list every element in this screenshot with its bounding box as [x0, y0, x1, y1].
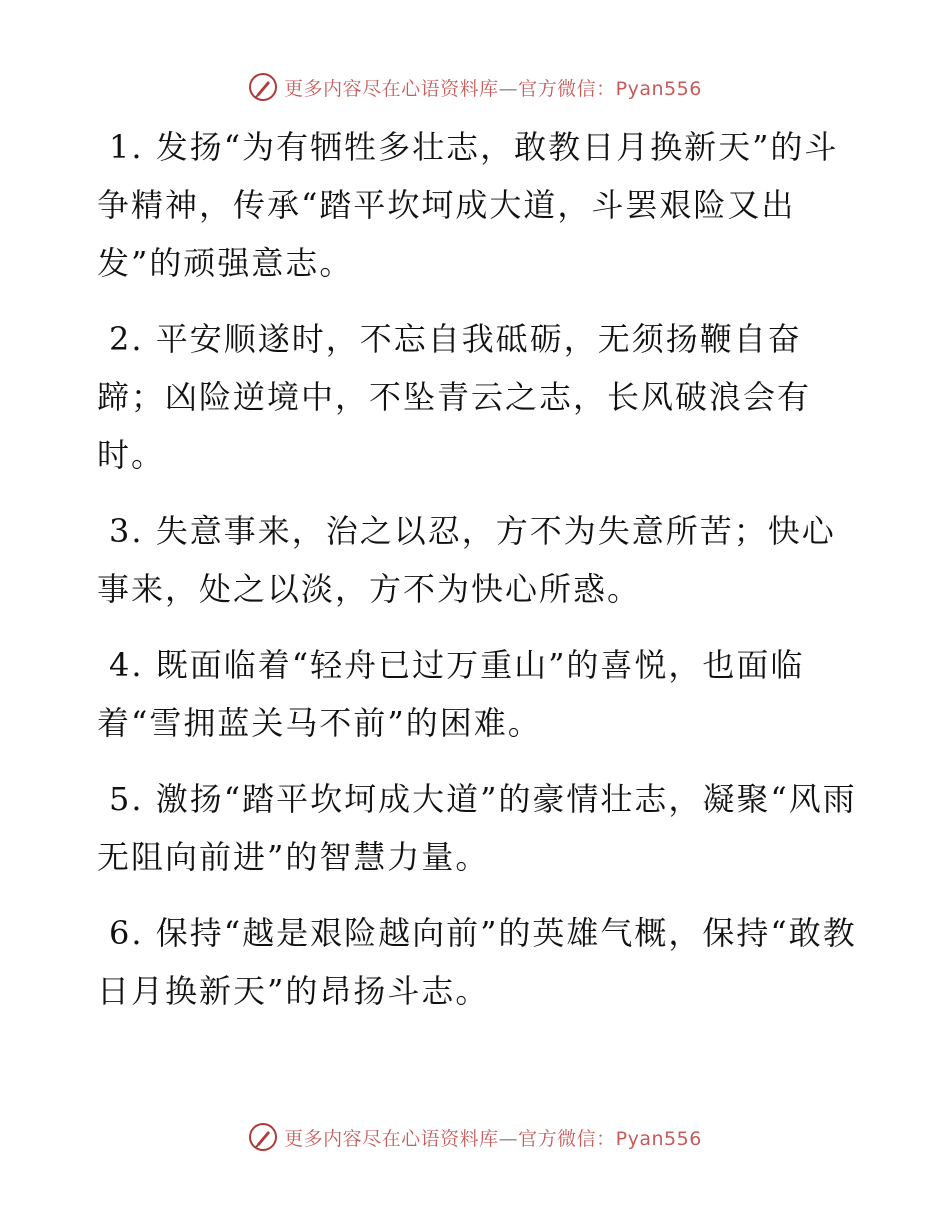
watermark-separator: —	[498, 77, 519, 100]
watermark-brand: 更多内容尽在心语资料库	[284, 77, 499, 100]
watermark-text	[284, 74, 702, 101]
header-watermark	[0, 72, 950, 102]
watermark-separator: —	[498, 1127, 519, 1150]
document-body	[97, 118, 857, 1038]
watermark-text	[284, 1124, 702, 1151]
footer-watermark	[0, 1122, 950, 1152]
paragraph-2: 2. 平安顺遂时，不忘自我砥砺，无须扬鞭自奋蹄；凶险逆境中，不坠青云之志，长风破浪会有时。	[97, 320, 812, 474]
quill-pen-logo-icon	[248, 72, 278, 102]
watermark-brand: 更多内容尽在心语资料库	[284, 1127, 499, 1150]
watermark-contact: 官方微信：Pyan556	[518, 77, 702, 100]
paragraph-3: 3. 失意事来，治之以忍，方不为失意所苦；快心事来，处之以淡，方不为快心所惑。	[97, 512, 836, 608]
watermark-contact: 官方微信：Pyan556	[518, 1127, 702, 1150]
paragraph-6: 6. 保持“越是艰险越向前”的英雄气概，保持“敢教日月换新天”的昂扬斗志。	[97, 914, 857, 1010]
paragraph-1: 1. 发扬“为有牺牲多壮志，敢教日月换新天”的斗争精神，传承“踏平坎坷成大道，斗罢艰险又出发”的顽强意志。	[97, 128, 839, 282]
paragraph-5: 5. 激扬“踏平坎坷成大道”的豪情壮志，凝聚“风雨无阻向前进”的智慧力量。	[97, 780, 857, 876]
quill-pen-logo-icon	[248, 1122, 278, 1152]
paragraph-4: 4. 既面临着“轻舟已过万重山”的喜悦，也面临着“雪拥蓝关马不前”的困难。	[97, 646, 805, 742]
